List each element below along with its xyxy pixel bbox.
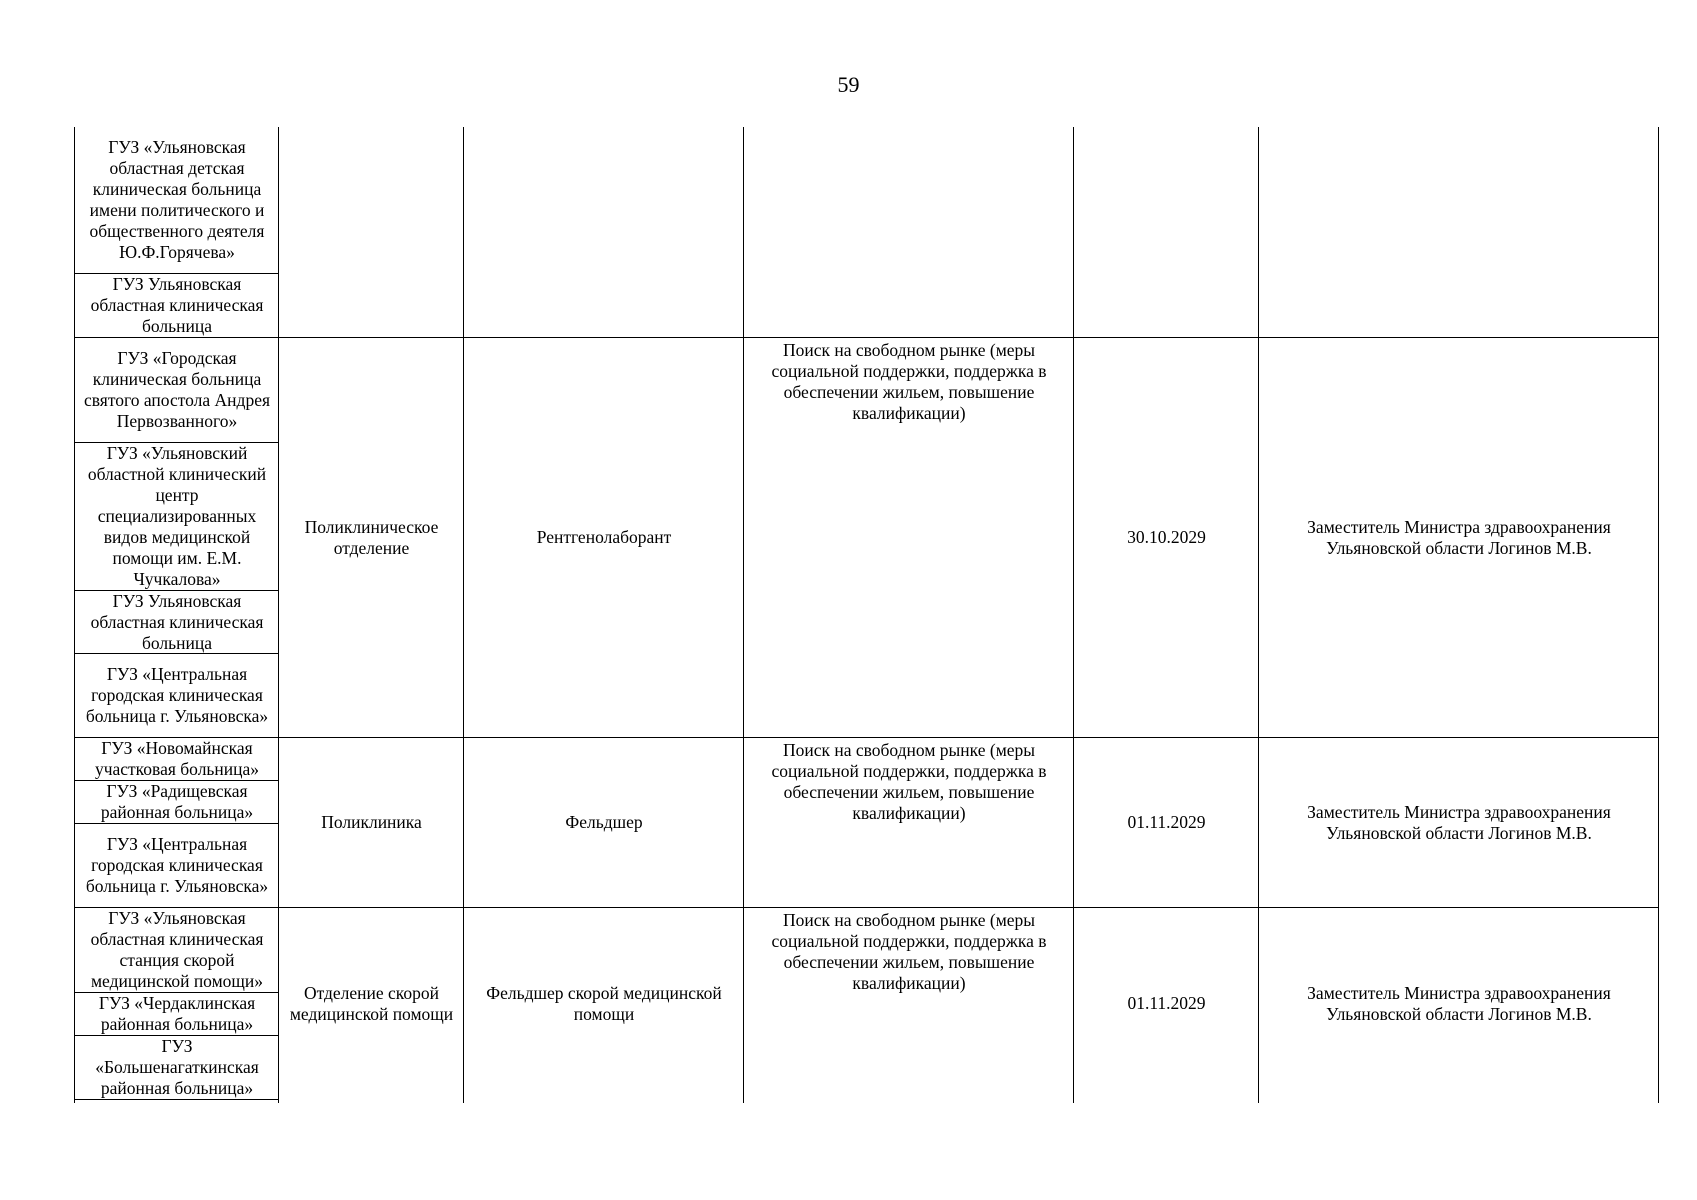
responsible-cell: Заместитель Министра здравоохранения Ульяновской области Логинов М.В. — [1307, 516, 1611, 558]
institution-cell: ГУЗ «Новомайнская участковая больница» — [94, 738, 260, 779]
institution-cell: ГУЗ «Ульяновский областной клинический центр специализированных видов медицинской помощи им. Е.М. Чучкалова» — [87, 443, 267, 589]
institution-cell: ГУЗ Ульяновская областная клиническая больница — [90, 274, 264, 336]
institution-cell: ГУЗ «Большенагаткинская районная больница» — [95, 1036, 259, 1098]
department-cell: Отделение скорой медицинской помощи — [289, 982, 454, 1024]
institution-cell: ГУЗ «Центральная городская клиническая больница г. Ульяновска» — [85, 834, 269, 896]
position-cell: Фельдшер — [565, 812, 643, 832]
col-border-2 — [463, 127, 464, 1103]
method-cell: Поиск на свободном рынке (меры социальной поддержки, поддержка в обеспечении жильем, повышение квалификации) — [771, 340, 1047, 423]
institution-cell: ГУЗ «Центральная городская клиническая больница г. Ульяновска» — [85, 664, 269, 726]
institution-cell: ГУЗ «Чердаклинская районная больница» — [98, 993, 256, 1034]
table-bottom-border — [74, 1099, 279, 1100]
position-cell: Фельдшер скорой медицинской помощи — [486, 982, 722, 1024]
responsible-cell: Заместитель Министра здравоохранения Ульяновской области Логинов М.В. — [1307, 801, 1611, 843]
institution-cell: ГУЗ «Ульяновская областная детская клиническая больница имени политического и общественного деятеля Ю.Ф.Горячева» — [89, 137, 265, 262]
responsible-cell: Заместитель Министра здравоохранения Ульяновской области Логинов М.В. — [1307, 982, 1611, 1024]
institution-cell: ГУЗ «Городская клиническая больница святого апостола Андрея Первозванного» — [83, 348, 271, 431]
institution-cell: ГУЗ «Ульяновская областная клиническая станция скорой медицинской помощи» — [90, 908, 264, 991]
position-cell: Рентгенолаборант — [536, 527, 672, 547]
date-cell: 30.10.2029 — [1127, 527, 1206, 547]
page-number: 59 — [837, 72, 860, 97]
method-cell: Поиск на свободном рынке (меры социальной поддержки, поддержка в обеспечении жильем, повышение квалификации) — [771, 910, 1047, 993]
col-border-5 — [1258, 127, 1259, 1103]
method-cell: Поиск на свободном рынке (меры социальной поддержки, поддержка в обеспечении жильем, повышение квалификации) — [771, 740, 1047, 823]
date-cell: 01.11.2029 — [1127, 812, 1206, 832]
col-border-6 — [1658, 127, 1659, 1103]
col-border-4 — [1073, 127, 1074, 1103]
col-border-3 — [743, 127, 744, 1103]
institution-cell: ГУЗ «Радищевская районная больница» — [100, 781, 254, 822]
department-cell: Поликлиника — [321, 812, 422, 832]
institution-cell: ГУЗ Ульяновская областная клиническая больница — [90, 590, 264, 653]
department-cell: Поликлиническое отделение — [304, 516, 439, 558]
date-cell: 01.11.2029 — [1127, 993, 1206, 1013]
